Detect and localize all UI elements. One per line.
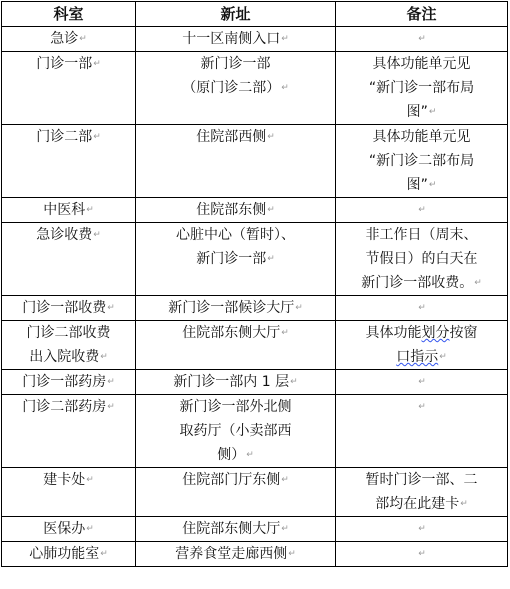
paragraph-mark-icon: ↵ bbox=[418, 303, 426, 313]
paragraph-mark-icon: ↵ bbox=[100, 549, 108, 559]
cell-line bbox=[340, 247, 503, 271]
paragraph-mark-icon: ↵ bbox=[418, 205, 426, 215]
cell-line-text: 门诊二部 bbox=[36, 129, 93, 145]
address-cell bbox=[136, 542, 336, 567]
address-cell bbox=[136, 370, 336, 395]
address-cell bbox=[136, 468, 336, 517]
paragraph-mark-icon: ↵ bbox=[93, 132, 101, 142]
table-row bbox=[2, 370, 508, 395]
table-row bbox=[2, 223, 508, 296]
paragraph-mark-icon: ↵ bbox=[439, 352, 447, 362]
cell-line-text: 取药厅（小卖部西 bbox=[179, 423, 292, 439]
cell-line-text: 图” bbox=[406, 104, 428, 120]
cell-line bbox=[340, 492, 503, 516]
paragraph-mark-icon: ↵ bbox=[107, 377, 115, 387]
table-row bbox=[2, 125, 508, 198]
paragraph-mark-icon: ↵ bbox=[418, 524, 426, 534]
address-cell bbox=[136, 125, 336, 198]
cell-line bbox=[6, 125, 131, 149]
cell-line bbox=[140, 395, 331, 419]
cell-line bbox=[6, 198, 131, 222]
table-row bbox=[2, 198, 508, 223]
note-cell bbox=[336, 517, 508, 542]
address-cell bbox=[136, 296, 336, 321]
cell-line-text: 新门诊一部 bbox=[200, 56, 271, 72]
address-cell bbox=[136, 223, 336, 296]
cell-line-text: 新门诊一部收费。 bbox=[361, 275, 474, 291]
cell-line-text: 门诊一部 bbox=[36, 56, 93, 72]
paragraph-mark-icon: ↵ bbox=[290, 377, 298, 387]
note-cell bbox=[336, 223, 508, 296]
cell-line-text: 建卡处 bbox=[43, 472, 86, 488]
cell-line-text: 门诊一部药房 bbox=[22, 374, 107, 390]
cell-line-text: 新门诊一部候诊大厅 bbox=[168, 300, 295, 316]
cell-line-text: 按窗 bbox=[449, 325, 478, 341]
cell-line-text: 出入院收费 bbox=[29, 349, 100, 365]
dept-cell bbox=[2, 468, 136, 517]
dept-cell bbox=[2, 395, 136, 468]
paragraph-mark-icon: ↵ bbox=[474, 278, 482, 288]
paragraph-mark-icon: ↵ bbox=[418, 549, 426, 559]
cell-line-text: 门诊二部收费 bbox=[26, 325, 111, 341]
cell-line-text: 节假日）的白天在 bbox=[365, 251, 478, 267]
header-row bbox=[2, 2, 508, 27]
paragraph-mark-icon: ↵ bbox=[281, 475, 289, 485]
paragraph-mark-icon: ↵ bbox=[281, 34, 289, 44]
cell-line-text: 医保办 bbox=[43, 521, 86, 537]
dept-cell bbox=[2, 296, 136, 321]
cell-line bbox=[140, 468, 331, 492]
cell-line-text: 新门诊一部 bbox=[196, 251, 267, 267]
header-addr: 新址 bbox=[136, 2, 336, 27]
cell-line-text: 具体功能 bbox=[365, 325, 422, 341]
cell-line bbox=[6, 345, 131, 369]
cell-line bbox=[340, 125, 503, 149]
dept-cell bbox=[2, 223, 136, 296]
cell-line-text: 具体功能单元见 bbox=[372, 56, 471, 72]
cell-line bbox=[6, 395, 131, 419]
cell-line bbox=[340, 149, 503, 173]
table-row bbox=[2, 395, 508, 468]
note-cell bbox=[336, 468, 508, 517]
table-row bbox=[2, 52, 508, 125]
table-row bbox=[2, 542, 508, 567]
cell-line bbox=[340, 321, 503, 345]
paragraph-mark-icon: ↵ bbox=[79, 34, 87, 44]
paragraph-mark-icon: ↵ bbox=[267, 132, 275, 142]
cell-line bbox=[340, 52, 503, 76]
spellcheck-flagged-text: 划分 bbox=[421, 325, 450, 341]
cell-line bbox=[340, 76, 503, 100]
cell-line-text: 住院部东侧大厅 bbox=[182, 521, 281, 537]
cell-line-text: 侧） bbox=[217, 447, 246, 463]
cell-line-text: 具体功能单元见 bbox=[372, 129, 471, 145]
department-relocation-table bbox=[1, 1, 508, 567]
cell-line bbox=[340, 468, 503, 492]
paragraph-mark-icon: ↵ bbox=[246, 450, 254, 460]
cell-line-text: 中医科 bbox=[43, 202, 86, 218]
paragraph-mark-icon: ↵ bbox=[281, 524, 289, 534]
cell-line bbox=[140, 542, 331, 566]
cell-line-text: 新门诊一部内 1 层 bbox=[173, 374, 290, 390]
cell-line-text: “新门诊一部布局 bbox=[368, 80, 475, 96]
cell-line bbox=[340, 100, 503, 124]
paragraph-mark-icon: ↵ bbox=[86, 205, 94, 215]
cell-line-text: 门诊一部收费 bbox=[22, 300, 107, 316]
dept-cell bbox=[2, 198, 136, 223]
dept-cell bbox=[2, 27, 136, 52]
paragraph-mark-icon: ↵ bbox=[460, 499, 468, 509]
paragraph-mark-icon: ↵ bbox=[418, 377, 426, 387]
table-row bbox=[2, 296, 508, 321]
note-cell bbox=[336, 370, 508, 395]
dept-cell bbox=[2, 125, 136, 198]
cell-line-text: 部均在此建卡 bbox=[375, 496, 460, 512]
cell-line bbox=[6, 542, 131, 566]
cell-line bbox=[6, 321, 131, 345]
paragraph-mark-icon: ↵ bbox=[281, 328, 289, 338]
cell-line-text: 暂时门诊一部、二 bbox=[365, 472, 478, 488]
address-cell bbox=[136, 321, 336, 370]
cell-line bbox=[6, 52, 131, 76]
note-cell bbox=[336, 296, 508, 321]
spellcheck-flagged-text: 口指示 bbox=[396, 349, 439, 365]
cell-line-text: 非工作日（周末、 bbox=[365, 227, 478, 243]
cell-line-text: 图” bbox=[406, 177, 428, 193]
note-cell bbox=[336, 125, 508, 198]
header-note: 备注 bbox=[336, 2, 508, 27]
address-cell bbox=[136, 27, 336, 52]
cell-line-text: “新门诊二部布局 bbox=[368, 153, 475, 169]
paragraph-mark-icon: ↵ bbox=[93, 59, 101, 69]
paragraph-mark-icon: ↵ bbox=[93, 230, 101, 240]
cell-line bbox=[6, 468, 131, 492]
dept-cell bbox=[2, 542, 136, 567]
table-row bbox=[2, 321, 508, 370]
note-cell bbox=[336, 52, 508, 125]
cell-line-text: 住院部西侧 bbox=[196, 129, 267, 145]
note-cell bbox=[336, 542, 508, 567]
cell-line-text: 住院部门厅东侧 bbox=[182, 472, 281, 488]
cell-line bbox=[6, 27, 131, 51]
dept-cell bbox=[2, 321, 136, 370]
cell-line bbox=[140, 125, 331, 149]
paragraph-mark-icon: ↵ bbox=[107, 303, 115, 313]
cell-line bbox=[140, 419, 331, 443]
note-cell bbox=[336, 321, 508, 370]
cell-line-text: 门诊二部药房 bbox=[22, 399, 107, 415]
dept-cell bbox=[2, 370, 136, 395]
paragraph-mark-icon: ↵ bbox=[295, 303, 303, 313]
address-cell bbox=[136, 395, 336, 468]
paragraph-mark-icon: ↵ bbox=[86, 475, 94, 485]
cell-line-text: 心肺功能室 bbox=[29, 546, 100, 562]
address-cell bbox=[136, 198, 336, 223]
cell-line bbox=[140, 370, 331, 394]
cell-line bbox=[140, 296, 331, 320]
cell-line bbox=[6, 370, 131, 394]
note-cell bbox=[336, 198, 508, 223]
table-row bbox=[2, 517, 508, 542]
cell-line bbox=[340, 173, 503, 197]
cell-line bbox=[140, 27, 331, 51]
paragraph-mark-icon: ↵ bbox=[267, 205, 275, 215]
paragraph-mark-icon: ↵ bbox=[107, 402, 115, 412]
cell-line bbox=[140, 443, 331, 467]
cell-line-text: 心脏中心（暂时）、 bbox=[176, 227, 295, 243]
cell-line bbox=[340, 223, 503, 247]
cell-line bbox=[140, 52, 331, 76]
note-cell bbox=[336, 27, 508, 52]
cell-line-text: （原门诊二部） bbox=[182, 80, 281, 96]
table-body bbox=[2, 27, 508, 567]
cell-line-text: 新门诊一部外北侧 bbox=[179, 399, 292, 415]
paragraph-mark-icon: ↵ bbox=[267, 254, 275, 264]
cell-line bbox=[6, 223, 131, 247]
address-cell bbox=[136, 52, 336, 125]
cell-line bbox=[340, 271, 503, 295]
cell-line bbox=[140, 321, 331, 345]
paragraph-mark-icon: ↵ bbox=[100, 352, 108, 362]
paragraph-mark-icon: ↵ bbox=[86, 524, 94, 534]
cell-line bbox=[140, 76, 331, 100]
cell-line bbox=[340, 345, 503, 369]
cell-line-text: 住院部东侧 bbox=[196, 202, 267, 218]
cell-line bbox=[6, 296, 131, 320]
cell-line bbox=[140, 247, 331, 271]
paragraph-mark-icon: ↵ bbox=[281, 83, 289, 93]
table-row bbox=[2, 468, 508, 517]
paragraph-mark-icon: ↵ bbox=[418, 402, 426, 412]
cell-line-text: 十一区南侧入口 bbox=[182, 31, 281, 47]
paragraph-mark-icon: ↵ bbox=[288, 549, 296, 559]
dept-cell bbox=[2, 52, 136, 125]
paragraph-mark-icon: ↵ bbox=[428, 107, 437, 117]
cell-line bbox=[140, 223, 331, 247]
paragraph-mark-icon: ↵ bbox=[428, 180, 437, 190]
note-cell bbox=[336, 395, 508, 468]
address-cell bbox=[136, 517, 336, 542]
cell-line-text: 营养食堂走廊西侧 bbox=[175, 546, 288, 562]
cell-line-text: 急诊收费 bbox=[36, 227, 93, 243]
header-dept: 科室 bbox=[2, 2, 136, 27]
dept-cell bbox=[2, 517, 136, 542]
cell-line-text: 住院部东侧大厅 bbox=[182, 325, 281, 341]
cell-line bbox=[140, 198, 331, 222]
cell-line bbox=[6, 517, 131, 541]
table-row bbox=[2, 27, 508, 52]
cell-line-text: 急诊 bbox=[50, 31, 79, 47]
cell-line bbox=[140, 517, 331, 541]
paragraph-mark-icon: ↵ bbox=[418, 34, 426, 44]
